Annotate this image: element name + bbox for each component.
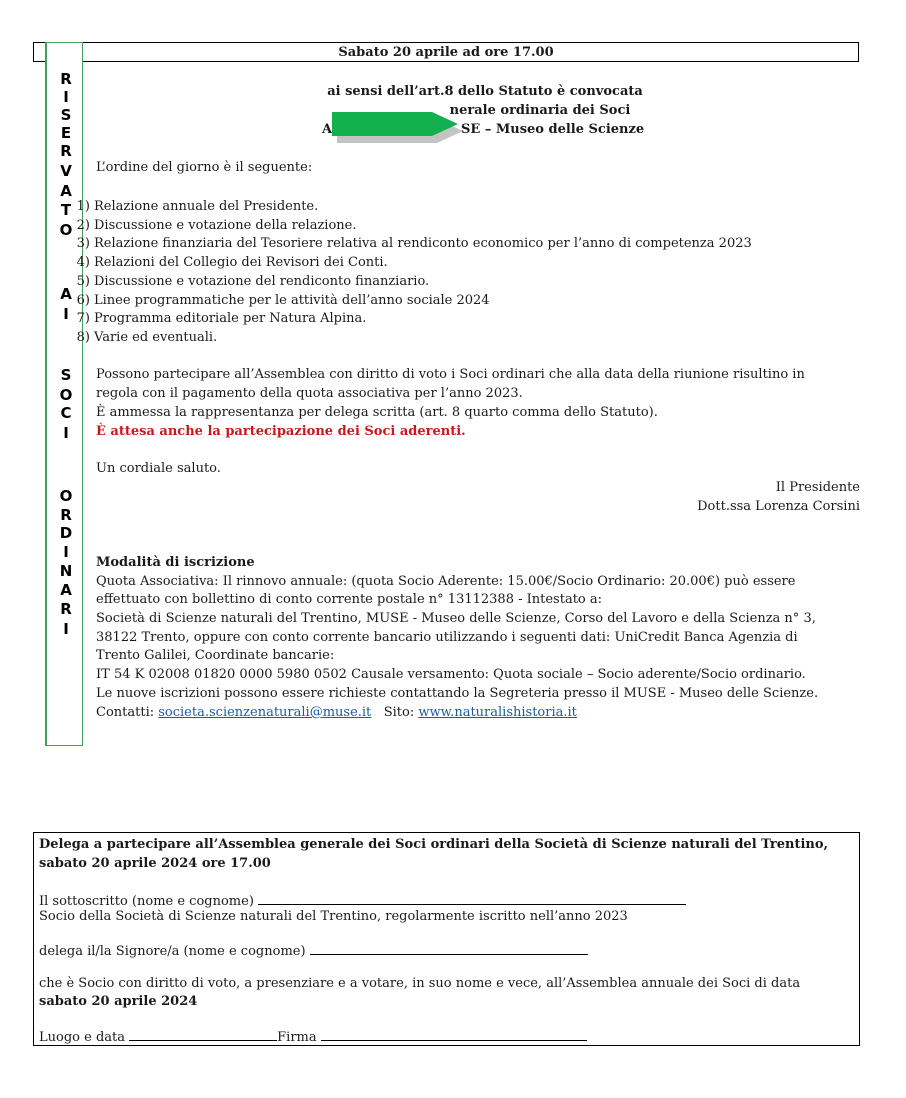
intro-line-1: ai sensi dell’art.8 dello Statuto è convocata xyxy=(327,84,643,99)
enrollment-heading: Modalità di iscrizione xyxy=(96,555,255,570)
delegate-name-field[interactable] xyxy=(310,941,588,955)
undersigned-name-field[interactable] xyxy=(258,891,686,905)
agenda-heading: L’ordine del giorno è il seguente: xyxy=(96,160,313,175)
sidebar-letter: V xyxy=(60,162,72,180)
sidebar-letter: A xyxy=(60,285,72,303)
agenda-item-number: 7) xyxy=(76,311,90,327)
delegation-form xyxy=(33,832,860,1046)
email-link[interactable]: societa.scienzenaturali@muse.it xyxy=(158,705,372,720)
sidebar-letter: S xyxy=(60,366,72,384)
participation-p4: È attesa anche la partecipazione dei Soci aderenti. xyxy=(96,424,466,439)
place-date-signature-row xyxy=(39,1027,587,1047)
site-label: Sito: xyxy=(383,705,415,720)
intro-line-3-left: A xyxy=(322,122,333,137)
member-line: Socio della Società di Scienze naturali del Trentino, regolarmente iscritto nell’anno 2023 xyxy=(39,909,628,924)
place-date-field[interactable] xyxy=(129,1027,277,1041)
sidebar-letter: O xyxy=(59,386,73,404)
statement-date: sabato 20 aprile 2024 xyxy=(39,994,198,1009)
sidebar-letter: E xyxy=(60,124,72,142)
agenda-item-number: 4) xyxy=(76,255,90,271)
signature-name: Dott.ssa Lorenza Corsini xyxy=(697,499,860,514)
sidebar-letter: S xyxy=(60,106,72,124)
sidebar-letter: O xyxy=(59,221,73,239)
contacts-line xyxy=(96,703,577,722)
agenda-item-text: Relazione finanziaria del Tesoriere relativa al rendiconto economico per l’anno di competenza 2023 xyxy=(94,236,752,252)
green-arrow-icon xyxy=(330,110,480,150)
header-title: Sabato 20 aprile ad ore 17.00 xyxy=(338,45,554,60)
participation-p2: regola con il pagamento della quota associativa per l’anno 2023. xyxy=(96,386,523,401)
signature-label: Firma xyxy=(277,1030,317,1045)
agenda-item-text: Relazioni del Collegio dei Revisori dei Conti. xyxy=(94,255,388,271)
place-date-label: Luogo e data xyxy=(39,1030,125,1045)
signature-role: Il Presidente xyxy=(775,480,860,495)
delegate-label: delega il/la Signore/a (nome e cognome) xyxy=(39,944,306,959)
sidebar-letter: I xyxy=(63,424,69,442)
intro-line-2-text: nerale ordinaria dei Soci xyxy=(449,103,631,118)
sidebar-letter: N xyxy=(59,562,73,580)
agenda-item-text: Programma editoriale per Natura Alpina. xyxy=(94,311,367,327)
agenda-item-number: 2) xyxy=(76,217,90,233)
enrollment-line-6: IT 54 K 02008 01820 0000 5980 0502 Causale versamento: Quota sociale – Socio aderente/Socio ordinario. xyxy=(96,667,806,682)
participation-p3: È ammessa la rappresentanza per delega scritta (art. 8 quarto comma dello Statuto). xyxy=(96,405,658,420)
sidebar-letter: I xyxy=(63,543,69,561)
undersigned-label: Il sottoscritto (nome e cognome) xyxy=(39,894,254,909)
agenda-item-text: Discussione e votazione del rendiconto finanziario. xyxy=(94,273,430,289)
sidebar-letter: R xyxy=(60,70,72,88)
sidebar-letter: A xyxy=(60,581,72,599)
contacts-label: Contatti: xyxy=(96,705,155,720)
sidebar-letter: R xyxy=(60,142,72,160)
sidebar-letter: I xyxy=(63,305,69,323)
agenda-item-number: 6) xyxy=(76,292,90,308)
enrollment-line-5: Trento Galilei, Coordinate bancarie: xyxy=(96,648,335,663)
delegation-title-1: Delega a partecipare all’Assemblea generale dei Soci ordinari della Società di Scienze naturali del Trentino, xyxy=(39,837,829,852)
header-box xyxy=(33,42,859,62)
enrollment-line-1: Quota Associativa: Il rinnovo annuale: (quota Socio Aderente: 15.00€/Socio Ordinario: 20.00€) può essere xyxy=(96,574,796,589)
delegation-title-2: sabato 20 aprile 2024 ore 17.00 xyxy=(39,856,271,871)
agenda-item-text: Discussione e votazione della relazione. xyxy=(94,217,357,233)
enrollment-line-7: Le nuove iscrizioni possono essere richieste contattando la Segreteria presso il MUSE - Museo delle Scienze. xyxy=(96,686,819,701)
agenda-item-number: 5) xyxy=(76,273,90,289)
sidebar-letter: I xyxy=(63,620,69,638)
agenda-item-text: Linee programmatiche per le attività dell’anno sociale 2024 xyxy=(94,292,490,308)
sidebar-letter: A xyxy=(60,182,72,200)
agenda-item-text: Relazione annuale del Presidente. xyxy=(94,199,319,214)
agenda-item-number: 3) xyxy=(76,236,90,252)
sidebar-letter: O xyxy=(59,487,73,505)
enrollment-line-2: effettuato con bollettino di conto corrente postale n° 13112388 - Intestato a: xyxy=(96,592,603,607)
sidebar-letter: T xyxy=(60,201,72,219)
enrollment-line-4: 38122 Trento, oppure con conto corrente bancario utilizzando i seguenti dati: UniCredit Banca Agenzia di xyxy=(96,630,798,645)
sidebar-letter: I xyxy=(63,88,69,106)
sidebar-letter: C xyxy=(60,404,72,422)
agenda-item-number: 8) xyxy=(76,329,90,345)
enrollment-line-3: Società di Scienze naturali del Trentino, MUSE - Museo delle Scienze, Corso del Lavoro e della Scienza n° 3, xyxy=(96,611,816,626)
signature-field[interactable] xyxy=(321,1027,587,1041)
delegate-row xyxy=(39,941,588,961)
agenda-item-number: 1) xyxy=(76,199,90,214)
statement-line: che è Socio con diritto di voto, a presenziare e a votare, in suo nome e vece, all’Assemblea annuale dei Soci di data xyxy=(39,976,801,991)
sidebar-letter: R xyxy=(60,506,72,524)
agenda-item-text: Varie ed eventuali. xyxy=(94,329,218,345)
vertical-sidebar-banner xyxy=(45,42,83,746)
intro-line-3-right: SE – Museo delle Scienze xyxy=(461,122,645,137)
website-link[interactable]: www.naturalishistoria.it xyxy=(418,705,577,720)
participation-p1: Possono partecipare all’Assemblea con diritto di voto i Soci ordinari che alla data della riunione risultino in xyxy=(96,367,805,382)
sidebar-letter: R xyxy=(60,600,72,618)
sidebar-letter: D xyxy=(59,524,73,542)
greeting: Un cordiale saluto. xyxy=(96,461,221,476)
